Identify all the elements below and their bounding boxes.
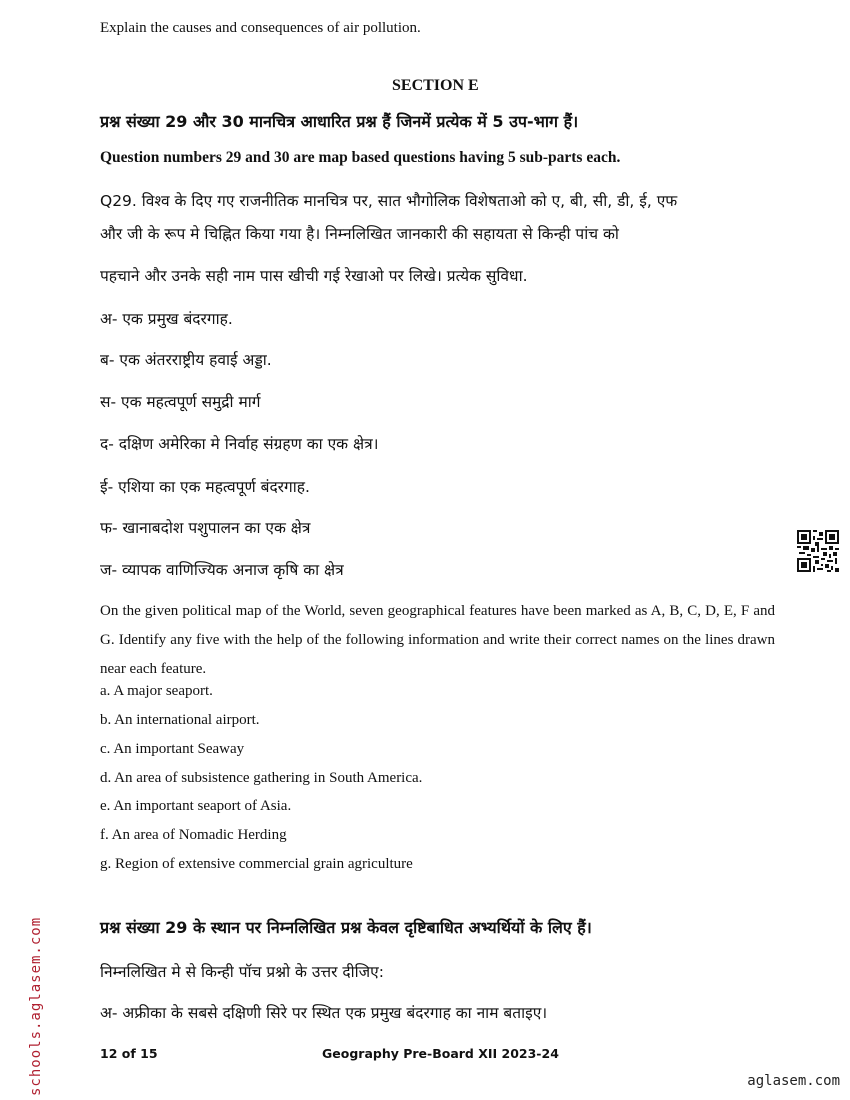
q29-english-item-d: d. An area of subsistence gathering in South America.	[100, 770, 423, 786]
q29-hindi-item-b: ब- एक अंतरराष्ट्रीय हवाई अड्डा.	[100, 351, 272, 369]
q29-hindi-line-1: Q29. विश्व के दिए गए राजनीतिक मानचित्र पर, सात भौगोलिक विशेषताओ को ए, बी, सी, डी, ई, एफ	[100, 192, 678, 210]
qr-code-icon	[797, 530, 839, 572]
footer-title: Geography Pre-Board XII 2023-24	[322, 1046, 559, 1061]
q29-english-item-g: g. Region of extensive commercial grain agriculture	[100, 856, 413, 872]
q29-english-item-f: f. An area of Nomadic Herding	[100, 827, 287, 843]
q29-hindi-line-3: पहचाने और उनके सही नाम पास खीची गई रेखाओ पर लिखे। प्रत्येक सुविधा.	[100, 267, 528, 285]
q29-hindi-item-d: द- दक्षिण अमेरिका मे निर्वाह संग्रहण का एक क्षेत्र।	[100, 435, 379, 453]
q29-hindi-item-c: स- एक महत्वपूर्ण समुद्री मार्ग	[100, 393, 261, 411]
vi-instruction-subheading: निम्नलिखित मे से किन्ही पॉच प्रश्नो के उत्तर दीजिए:	[100, 963, 384, 981]
prev-question-text: Explain the causes and consequences of air pollution.	[100, 20, 421, 36]
vi-question-a: अ- अफ्रीका के सबसे दक्षिणी सिरे पर स्थित एक प्रमुख बंदरगाह का नाम बताइए।	[100, 1004, 548, 1022]
q29-english-paragraph: On the given political map of the World, seven geographical features have been marked as A, B, C, D, E, F and G. Identify any five with the help of the following information and write their correct names on the lines drawn near each feature.	[100, 603, 775, 677]
page-number: 12 of 15	[100, 1046, 158, 1061]
q29-hindi-item-g: ज- व्यापक वाणिज्यिक अनाज कृषि का क्षेत्र	[100, 561, 344, 579]
q29-hindi-item-a: अ- एक प्रमुख बंदरगाह.	[100, 310, 233, 328]
q29-english-item-a: a. A major seaport.	[100, 683, 213, 699]
q29-english-item-b: b. An international airport.	[100, 712, 260, 728]
q29-english-item-e: e. An important seaport of Asia.	[100, 798, 292, 814]
section-instruction-hindi: प्रश्न संख्या 29 और 30 मानचित्र आधारित प्रश्न हैं जिनमें प्रत्येक में 5 उप-भाग हैं।	[100, 112, 579, 131]
q29-english-item-c: c. An important Seaway	[100, 741, 245, 757]
q29-hindi-paragraph	[100, 180, 775, 222]
section-heading: SECTION E	[392, 77, 479, 94]
watermark-side-url: schools.aglasem.com	[28, 916, 44, 1096]
vi-instruction-heading: प्रश्न संख्या 29 के स्थान पर निम्नलिखित प्रश्न केवल दृष्टिबाधित अभ्यर्थियों के लिए हैं।	[100, 918, 592, 937]
section-instruction-english: Question numbers 29 and 30 are map based questions having 5 sub-parts each.	[100, 149, 621, 166]
q29-hindi-line-2: और जी के रूप मे चिह्नित किया गया है। निम्नलिखित जानकारी की सहायता से किन्ही पांच को	[100, 225, 619, 243]
q29-hindi-item-f: फ- खानाबदोश पशुपालन का एक क्षेत्र	[100, 519, 311, 537]
q29-hindi-item-e: ई- एशिया का एक महत्वपूर्ण बंदरगाह.	[100, 478, 310, 496]
watermark-corner-url: aglasem.com	[747, 1073, 840, 1089]
